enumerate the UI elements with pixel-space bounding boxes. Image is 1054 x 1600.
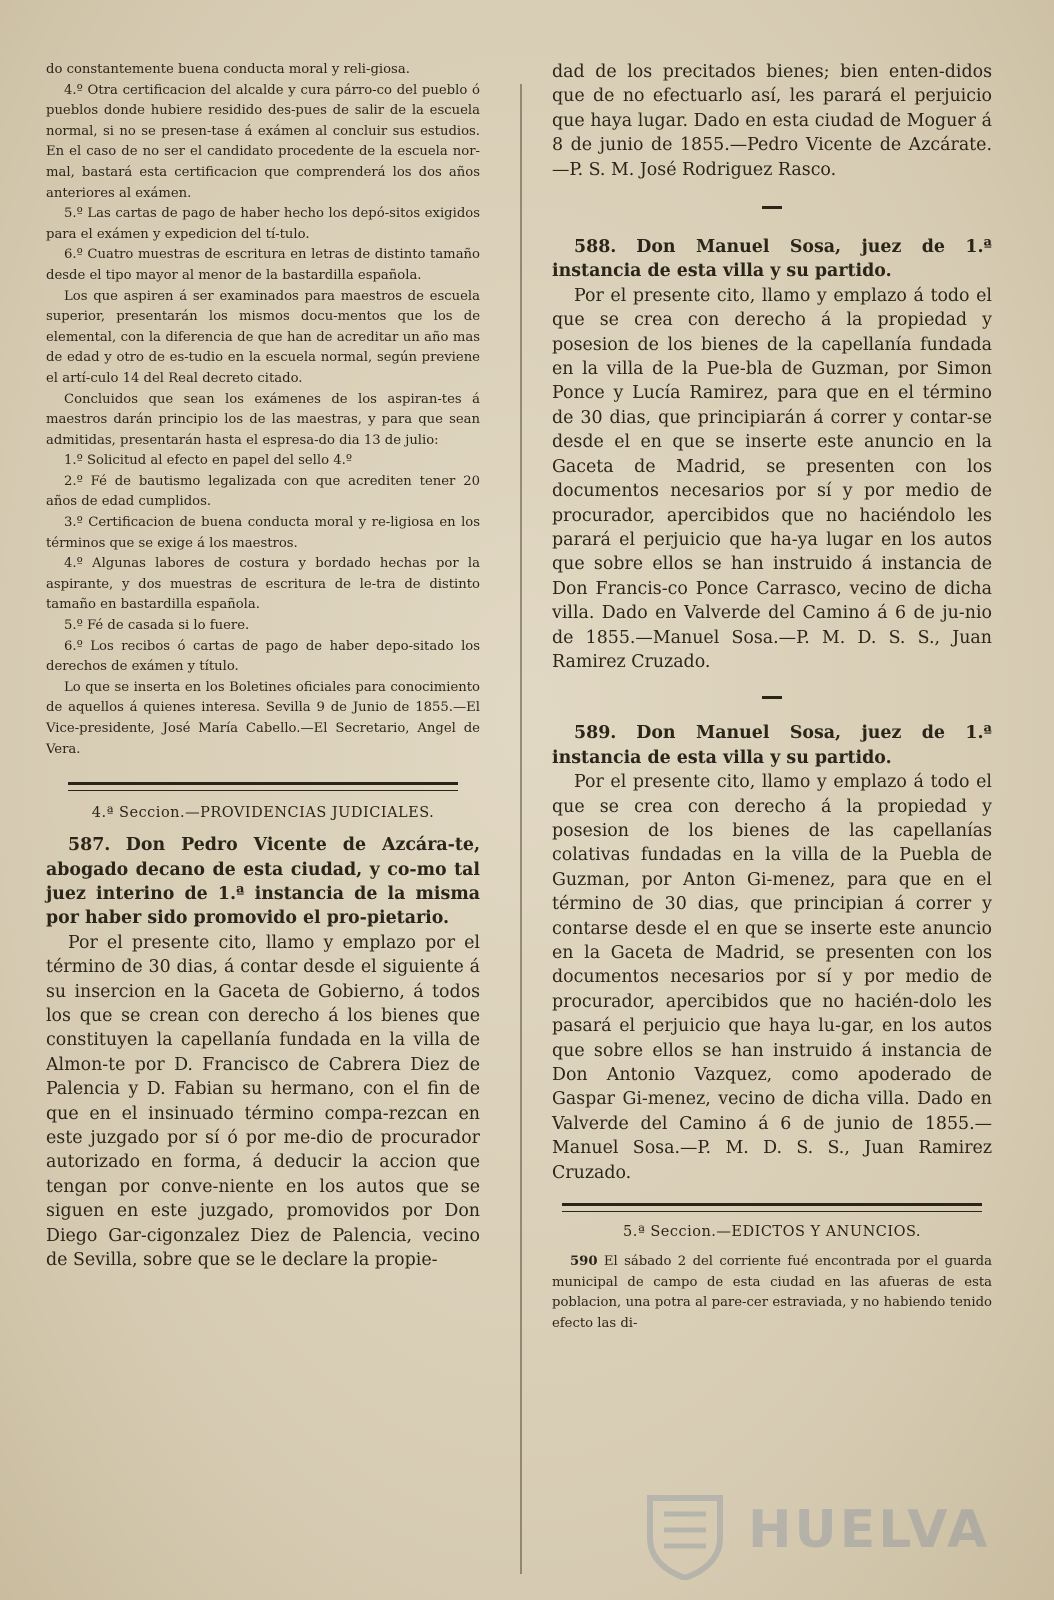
notice-590 [552, 1252, 992, 1334]
notice-589 [552, 721, 992, 1185]
notice-number: 587. [68, 835, 111, 856]
left-column [46, 60, 480, 1273]
requirements-text [46, 60, 480, 760]
shield-icon [640, 1490, 730, 1580]
right-column [552, 60, 992, 1334]
notice-587 [46, 833, 480, 1272]
paragraph: 3.º Certificacion de buena conducta moral y re-ligiosa en los términos que se exige á los maestros. [46, 515, 480, 551]
notice-body: Por el presente cito, llamo y emplazo á todo el que se crea con derecho á la propiedad y posesion de los bienes de las capellanías colativas fundadas en la villa de la Puebla de Guzman, por Anton Gi-menez, para que en el término de 30 dias, que principian á correr y contarse desde el en que se inserte este anuncio en la Gaceta de Madrid, se presenten con los documentos necesarios por sí y por medio de procurador, apercibidos que no hacién-dolo les pasará el perjuicio que haya lu-gar, en los autos que sobre ellos se han instruido á instancia de Don Antonio Vazquez, como apoderado de Gaspar Gi-menez, vecino de dicha villa. Dado en Valverde del Camino á 6 de junio de 1855.—Manuel Sosa.—P. M. D. S. S., Juan Ramirez Cruzado. [552, 772, 992, 1183]
paragraph: 6.º Cuatro muestras de escritura en letras de distinto tamaño desde el tipo mayor al menor de la bastardilla española. [46, 247, 480, 283]
notice-number: 588. [574, 237, 617, 258]
section-heading: 4.ª Seccion.—PROVIDENCIAS JUDICIALES. [91, 805, 435, 822]
paragraph: 4.º Otra certificacion del alcalde y cura párro-co del pueblo ó pueblos donde hubiere residido des-pues de salir de la escuela normal, si no se presen-tase á exámen al concluir sus estudios. En el caso de no ser el candidato procedente de la escuela nor-mal, bastará esta certificacion que comprenderá los dos años anteriores al exámen. [46, 82, 480, 201]
notice-lead: Don Manuel Sosa, juez de 1.ª instancia de esta villa y su partido. [552, 723, 992, 768]
notice-number: 589. [574, 723, 617, 744]
paragraph: Los que aspiren á ser examinados para maestros de escuela superior, presentarán los mismos docu-mentos que los de elemental, con la diferencia de que han de acreditar un año mas de edad y otro de es-tudio en la escuela normal, según previene el artí-culo 14 del Real decreto citado. [46, 288, 480, 386]
notice-header [552, 235, 992, 284]
paragraph: 1.º Solicitud al efecto en papel del sello 4.º [64, 453, 353, 469]
notice-number: 590 [570, 1254, 598, 1270]
notice-body: Por el presente cito, llamo y emplazo por el término de 30 dias, á contar desde el siguiente á su insercion en la Gaceta de Gobierno, á todos los que se crean con derecho á los bienes que constituyen la capellanía fundada en la villa de Almon-te por D. Francisco de Cabrera Diez de Palencia y D. Fabian su hermano, con el fin de que en el insinuado término compa-rezcan en este juzgado por sí ó por me-dio de procurador autorizado en forma, á deducir la accion que tengan por conve-niente en los autos que se siguen en este juzgado, promovidos por Don Diego Gar-cigonzalez Diez de Palencia, vecino de Sevilla, sobre que se le declare la propie- [46, 932, 480, 1271]
notice-header [46, 833, 480, 931]
notice-body [552, 1252, 992, 1334]
paragraph: 2.º Fé de bautismo legalizada con que acrediten tener 20 años de edad cumplidos. [46, 473, 480, 510]
notice-header [552, 721, 992, 770]
notice-body: Por el presente cito, llamo y emplazo á todo el que se crea con derecho á la propiedad y posesion de los bienes de la capellanía fundada en la villa de la Pue-bla de Guzman, por Simon Ponce y Lucía Ramirez, para que en el término de 30 dias, que principiarán á correr y contar-se desde el en que se inserte este anuncio en la Gaceta de Madrid, se presenten con los documentos necesarios por sí y por medio de procurador, apercibidos que no haciéndolo les parará el perjuicio que ha-ya lugar en los autos que sobre ellos se han instruido á instancia de Don Francis-co Ponce Carrasco, vecino de dicha villa. Dado en Valverde del Camino á 6 de ju-nio de 1855.—Manuel Sosa.—P. M. D. S. S., Juan Ramirez Cruzado. [552, 285, 992, 672]
paragraph: Concluidos que sean los exámenes de los aspiran-tes á maestros darán principio los de las maestras, y para que sean admitidas, presentarán hasta el espresa-do dia 13 de julio: [46, 391, 480, 448]
section-heading: 5.ª Seccion.—EDICTOS Y ANUNCIOS. [622, 1224, 922, 1241]
notice-body: dad de los precitados bienes; bien enten-didos que de no efectuarlo así, les parará el perjuicio que haya lugar. Dado en esta ciudad de Moguer á 8 de junio de 1855.—Pedro Vicente de Azcárate.—P. S. M. José Rodriguez Rasco. [552, 62, 992, 180]
paragraph: do constantemente buena conducta moral y reli-giosa. [46, 62, 410, 77]
paragraph: 4.º Algunas labores de costura y bordado hechas por la aspirante, y dos muestras de escritura de le-tra de distinto tamaño en bastardilla española. [46, 556, 480, 613]
notice-lead: Don Manuel Sosa, juez de 1.ª instancia de esta villa y su partido. [552, 237, 992, 282]
notice-text: El sábado 2 del corriente fué encontrada por el guarda municipal de campo de esta ciudad en las afueras de esta poblacion, una potra al pare-cer estraviada, y no habiendo tenido efecto las di- [552, 1254, 992, 1331]
column-divider [520, 84, 522, 1574]
notice-587-continuation [552, 60, 992, 182]
paragraph: Lo que se inserta en los Boletines oficiales para conocimiento de aquellos á quienes interesa. Sevilla 9 de Junio de 1855.—El Vice-presidente, José María Cabello.—El Secretario, Angel de Vera. [46, 679, 480, 757]
paragraph: 5.º Fé de casada si lo fuere. [64, 618, 250, 634]
watermark-text: HUELVA [748, 1500, 991, 1560]
paragraph: 5.º Las cartas de pago de haber hecho los depó-sitos exigidos para el exámen y expedicion del tí-tulo. [46, 206, 480, 242]
archive-watermark [640, 1490, 991, 1580]
notice-588 [552, 235, 992, 674]
paragraph: 6.º Los recibos ó cartas de pago de haber depo-sitado los derechos de exámen y título. [46, 638, 480, 675]
section-divider [68, 782, 458, 791]
notice-lead: Don Pedro Vicente de Azcára-te, abogado decano de esta ciudad, y co-mo tal juez interino de 1.ª instancia de la misma por haber sido promovido el pro-pietario. [46, 835, 480, 929]
section-divider [562, 1203, 982, 1212]
